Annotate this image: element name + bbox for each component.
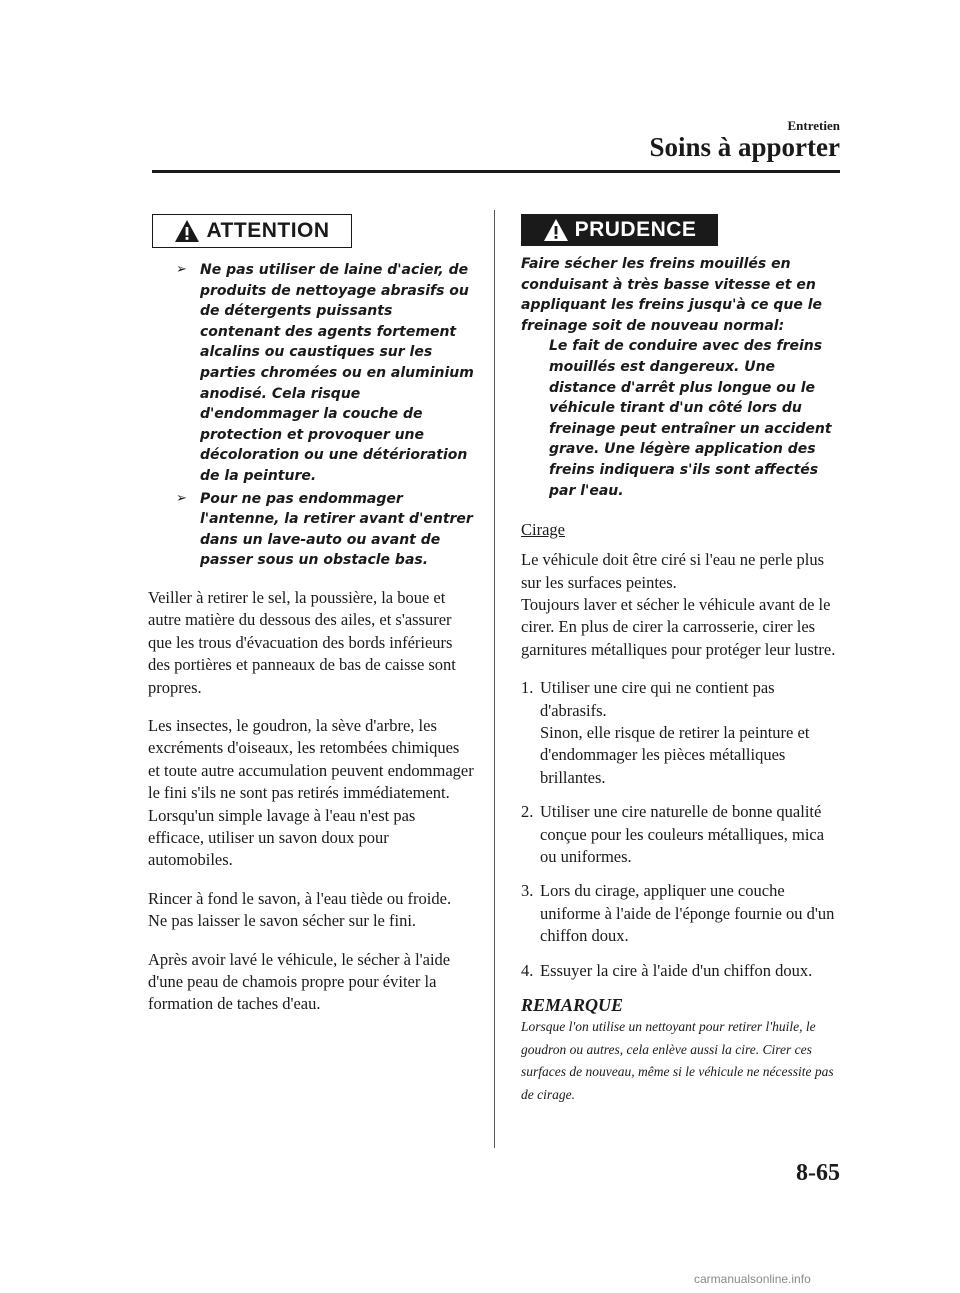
- step-item: [521, 677, 843, 789]
- right-column: [521, 214, 843, 1106]
- arrow-bullet-icon: ➢: [176, 490, 187, 506]
- attention-bullet: [148, 260, 474, 487]
- warning-triangle-icon: [543, 218, 569, 242]
- step-item: [521, 880, 843, 947]
- section-label: Entretien: [787, 118, 840, 133]
- attention-label: ATTENTION: [206, 219, 330, 242]
- remark-body: Lorsque l'on utilise un nettoyant pour retirer l'huile, le goudron ou autres, cela enlève aussi la cire. Cirer ces surfaces de nouveau, même si le véhicule ne nécessite pas de cirage.: [521, 1019, 834, 1102]
- attention-bullet-text: Ne pas utiliser de laine d'acier, de produits de nettoyage abrasifs ou de détergents puissants contenant des agents fortement alcalins ou caustiques sur les parties chromées ou en aluminium anodisé. Cela risque d'endommager la couche de protection et provoquer une décoloration ou une détérioration de la peinture.: [200, 262, 474, 484]
- prudence-body: Le fait de conduire avec des freins mouillés est dangereux. Une distance d'arrêt plus longue ou le véhicule tirant d'un côté lors du freinage peut entraîner un accident grave. Une légère application des freins indiquera s'ils sont affectés par l'eau.: [549, 338, 832, 499]
- step-number: 4.: [521, 960, 534, 980]
- attention-box: [152, 214, 352, 248]
- watermark: carmanualsonline.info: [694, 1272, 811, 1286]
- cirage-steps: [521, 677, 843, 982]
- step-line: Sinon, elle risque de retirer la peinture et d'endommager les pièces métalliques brillantes.: [540, 722, 810, 787]
- warning-triangle-icon: [174, 219, 200, 243]
- paragraph: Rincer à fond le savon, à l'eau tiède ou froide. Ne pas laisser le savon sécher sur le fini.: [148, 888, 452, 931]
- column-divider: [494, 210, 495, 1148]
- prudence-label: PRUDENCE: [574, 218, 697, 241]
- page-title: Soins à apporter: [649, 132, 840, 162]
- step-number: 1.: [521, 678, 534, 698]
- step-line: Utiliser une cire qui ne contient pas d'abrasifs.: [540, 678, 775, 720]
- page-number: 8-65: [796, 1160, 840, 1186]
- paragraph: Après avoir lavé le véhicule, le sécher à l'aide d'une peau de chamois propre pour éviter la formation de taches d'eau.: [148, 949, 451, 1014]
- paragraph: Les insectes, le goudron, la sève d'arbre, les excréments d'oiseaux, les retombées chimiques et toute autre accumulation peuvent endommager le fini s'ils ne sont pas retirés immédiatement. Lorsqu'un simple lavage à l'eau n'est pas efficace, utiliser un savon doux pour automobiles.: [148, 715, 474, 870]
- step-text: Lors du cirage, appliquer une couche uniforme à l'aide de l'éponge fournie ou d'un chiffon doux.: [540, 881, 835, 946]
- attention-bullet-text: Pour ne pas endommager l'antenne, la retirer avant d'entrer dans un lave-auto ou avant de passer sous un obstacle bas.: [200, 490, 473, 569]
- prudence-lead: Faire sécher les freins mouillés en conduisant à très basse vitesse et en appliquant les freins jusqu'à ce que le freinage soit de nouveau normal:: [521, 256, 823, 334]
- header-rule: [152, 170, 840, 173]
- step-number: 3.: [521, 881, 534, 901]
- step-text: Utiliser une cire naturelle de bonne qualité conçue pour les couleurs métalliques, mica ou uniformes.: [540, 802, 825, 866]
- cirage-intro: Le véhicule doit être ciré si l'eau ne perle plus sur les surfaces peintes.: [521, 550, 825, 592]
- prudence-banner: [521, 214, 718, 246]
- attention-list: [148, 260, 474, 571]
- paragraph: Veiller à retirer le sel, la poussière, la boue et autre matière du dessous des ailes, et s'assurer que les trous d'évacuation des bords inférieurs des portières et panneaux de bas de caisse sont propres.: [148, 587, 456, 697]
- remark-title: REMARQUE: [521, 995, 624, 1016]
- cirage-heading: Cirage: [521, 520, 565, 540]
- step-text: Essuyer la cire à l'aide d'un chiffon doux.: [540, 960, 813, 980]
- left-column: [148, 214, 474, 1032]
- step-item: [521, 801, 843, 868]
- cirage-intro-2: Toujours laver et sécher le véhicule avant de le cirer. En plus de cirer la carrosserie, cirer les garnitures métalliques pour protéger leur lustre.: [521, 594, 836, 659]
- attention-bullet: [148, 489, 474, 571]
- arrow-bullet-icon: ➢: [176, 262, 187, 277]
- step-text: [539, 677, 843, 789]
- step-number: 2.: [521, 802, 534, 822]
- step-item: [521, 960, 843, 982]
